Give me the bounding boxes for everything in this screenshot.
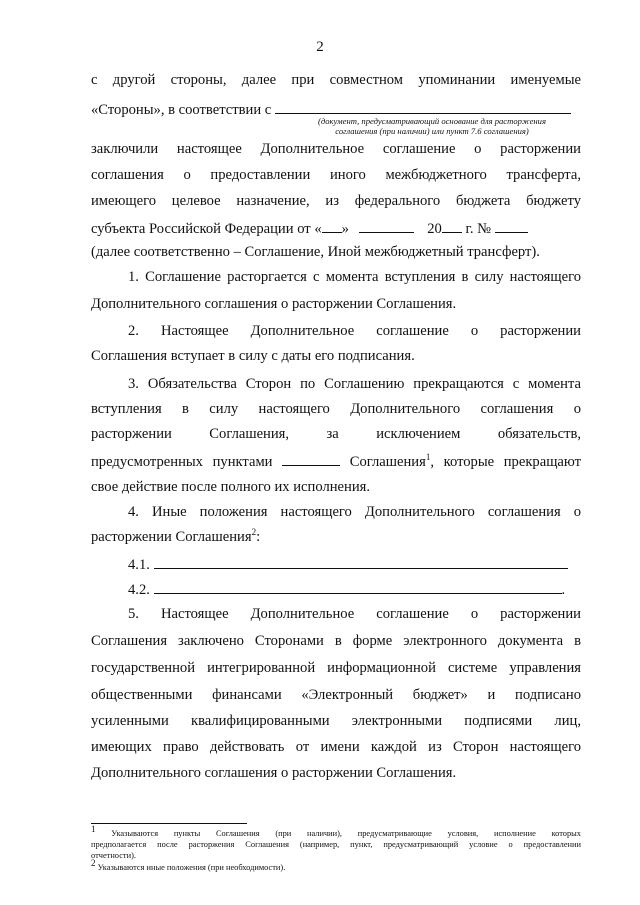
item-5-line-6: имеющих право действовать от имени каждой из Сторон настоящего — [91, 739, 581, 755]
para-intro-line-4: соглашения о предоставлении иного межбюджетного трансферта, — [91, 167, 581, 183]
item-3-line-4-b — [350, 454, 581, 470]
item-4-line-1: 4. Иные положения настоящего Дополнительного соглашения о — [128, 504, 581, 520]
item-3-line-2: вступления в силу настоящего Дополнительного соглашения о — [91, 401, 581, 417]
item-1-line-2: Дополнительного соглашения о расторжении Соглашения. — [91, 296, 457, 312]
item-4-2-blank — [154, 579, 562, 594]
item-4-line-2 — [91, 528, 581, 546]
item-4-1-label: 4.1. — [128, 557, 150, 573]
item-5-line-5: усиленными квалифицированными электронными подписями лиц, — [91, 713, 581, 729]
footnote-2-text: Указываются иные положения (при необходимости). — [97, 863, 286, 872]
item-4-2-period: . — [561, 582, 566, 598]
item-1-line-1: 1. Соглашение расторгается с момента вступления в силу настоящего — [128, 269, 581, 285]
footnote-ref-1: 1 — [425, 452, 431, 463]
item-5-line-4: общественными финансами «Электронный бюджет» и подписано — [91, 687, 581, 703]
number-prefix: г. № — [465, 221, 492, 237]
para-intro-line-3: заключили настоящее Дополнительное соглашение о расторжении — [91, 141, 581, 157]
footnote-1-mark: 1 — [91, 824, 96, 835]
item-3-line-5: свое действие после полного их исполнения. — [91, 479, 370, 495]
date-prefix: субъекта Российской Федерации от « — [91, 221, 322, 237]
footnote-2 — [91, 858, 581, 873]
para-intro-line-7: (далее соответственно – Соглашение, Иной межбюджетный трансферт). — [91, 244, 540, 260]
day-blank — [322, 218, 342, 233]
footnote-1-line-3: отчетности). — [91, 851, 136, 860]
item-2-line-2: Соглашения вступает в силу с даты его подписания. — [91, 348, 415, 364]
para-intro-line-6 — [91, 218, 581, 238]
year-blank — [442, 218, 462, 233]
item-4-2 — [128, 579, 581, 599]
item-3-line-1: 3. Обязательства Сторон по Соглашению прекращаются с момента — [128, 376, 581, 392]
basis-document-caption-2: соглашения (при наличии) или пункт 7.6 соглашения) — [335, 126, 529, 136]
footnote-2-mark: 2 — [91, 858, 96, 869]
basis-document-caption-1: (документ, предусматривающий основание для расторжения — [318, 116, 546, 126]
item-5-line-3: государственной интегрированной информационной системе управления — [91, 660, 581, 676]
item-3-line-4-a: предусмотренных пунктами — [91, 454, 273, 470]
footnote-ref-2: 2 — [251, 527, 257, 538]
year-prefix: 20 — [427, 221, 442, 237]
item-3-agreement-word: Соглашения — [349, 454, 426, 470]
item-3-line-4 — [91, 451, 581, 471]
month-blank — [359, 218, 414, 233]
date-quote-close: » — [341, 221, 349, 237]
item-4-2-label: 4.2. — [128, 582, 150, 598]
item-4-colon: : — [256, 529, 261, 545]
agreement-number-blank — [495, 218, 528, 233]
footnote-1-line-2: предполагается после расторжения Соглашения (например, пункт, предусматривающий условие о предоставлении — [91, 840, 581, 849]
item-5-line-1: 5. Настоящее Дополнительное соглашение о расторжении — [128, 606, 581, 622]
item-4-line-2-text: расторжении Соглашения — [91, 529, 252, 545]
para-intro-line-5: имеющего целевое назначение, из федерального бюджета бюджету — [91, 193, 581, 209]
para-intro-line-1: с другой стороны, далее при совместном упоминании именуемые — [91, 72, 581, 88]
item-2-line-1: 2. Настоящее Дополнительное соглашение о расторжении — [128, 323, 581, 339]
item-3-line-4-c: , которые прекращают — [430, 454, 581, 470]
basis-document-blank — [275, 99, 571, 114]
item-5-line-7: Дополнительного соглашения о расторжении Соглашения. — [91, 765, 457, 781]
item-4-1-blank — [154, 554, 568, 569]
footnote-1-line-1-text: Указываются пункты Соглашения (при наличии), предусматривающие условия, исполнение которых — [111, 829, 581, 838]
item-3-points-blank — [282, 451, 340, 466]
item-3-line-3: расторжении Соглашения, за исключением обязательств, — [91, 426, 581, 442]
footnote-separator — [91, 823, 247, 824]
para-intro-line-2-text: «Стороны», в соответствии с — [91, 102, 272, 118]
page-number: 2 — [316, 39, 324, 55]
item-5-line-2: Соглашения заключено Сторонами в форме электронного документа в — [91, 633, 581, 649]
item-4-1 — [128, 554, 581, 574]
footnote-1-line-1 — [91, 824, 581, 839]
